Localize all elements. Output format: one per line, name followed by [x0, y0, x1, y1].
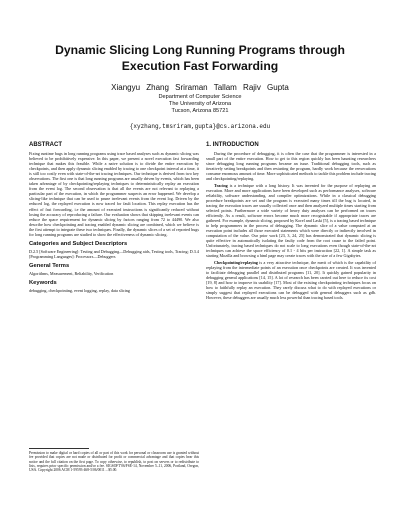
- right-column: [206, 140, 376, 302]
- left-column: [29, 140, 199, 294]
- paper-title: Dynamic Slicing Long Running Programs through Execution Fast Forwarding: [55, 43, 345, 73]
- general-terms-heading: General Terms: [29, 262, 70, 269]
- checkpointing-lead: Checkpointing/replaying: [214, 259, 258, 265]
- intro-paragraph-3: [206, 260, 376, 300]
- categories-heading: Categories and Subject Descriptors: [29, 240, 128, 247]
- intro-paragraph-2: [206, 183, 376, 259]
- tracing-text: is a technique with a long history. It was invented for the purpose of replaying an execution. More and more applications have been developed such as performance analyses, software reliability, software understanding, and compiler optimizations. While in a classical debugging procedure breakpoints are set and the program is executed many times till the bug is located, in tracing the execution traces are usually collected once and then analyzed multiple times starting from selected points. Furthermore a wide variety of heavy duty analyses can be performed on traces efficiently. As a result, software errors become much more recognizable if appropriate traces are gathered. For example, dynamic slicing, proposed by Korel and Laski [5], is a tracing based technique to help programmers in the process of debugging. The dynamic slice of a value computed at an execution point includes all those executed statements which were directly or indirectly involved in computation of the value. Our prior work [23, 3, 24, 25] has demonstrated that dynamic slicing is quite effective in automatically isolating the faulty code from the root cause to the failed point. Unfortunately, tracing based techniques do not scale to long executions even though state-of-the-art techniques can achieve the space efficiency of 0.1 - 4 bits per instruction [22, 1]. A simple task as starting Mozilla and browsing a html page may create traces with the size of a few Gigabytes.: [206, 182, 376, 259]
- footnote-rule: [29, 448, 89, 449]
- checkpointing-text: is a very attractive technique, the merit of which is the capability of replaying from the intermediate points of an execution once checkpoints are created. It was invented to facilitate debugging parallel and distributed programs [11, 20]. It quickly gained popularity in debugging general applications [14, 15]. A lot of research has been carried out here to reduce its cost [19, 8] and how to improve its usability [17]. Most of the existing checkpointing techniques focus on how to faithfully replay an execution. They rarely discuss what to do with replayed executions or simply suggest that replayed executions can be debugged with general debuggers such as gdb. However, these debuggers are usually much less powerful than tracing based tools.: [206, 259, 376, 301]
- intro-paragraph-1: During the procedure of debugging, it is often the case that the programmer is interested in a small part of the entire execution. How to get to this region quickly has been haunting researchers since debugging long running programs became an issue. Traditional debugging tools, such as iteratively setting breakpoints and then restarting the program, hardly work because the reexecutions consume enormous amount of time. More sophisticated methods to tackle this problem include tracing and checkpointing/replaying.: [206, 151, 376, 182]
- affiliation-line: Department of Computer Science: [158, 94, 242, 100]
- affiliation: [60, 94, 340, 115]
- author-list: Xiangyu Zhang Sriraman Tallam Rajiv Gupta: [111, 83, 289, 92]
- introduction-heading: 1. INTRODUCTION: [206, 142, 259, 148]
- tracing-lead: Tracing: [214, 182, 228, 188]
- categories-text: D.2.5 [Software Engineering]: Testing and Debugging—Debugging aids, Testing tools, Tracing; D.3.4 [Programming Languages]: Processors—Debuggers: [29, 248, 199, 259]
- copyright-footnote: Permission to make digital or hard copies of all or part of this work for personal or classroom use is granted without fee provided that copies are not made or distributed for profit or commercial advantage and that copies bear this notice and the full citation on the first page. To copy otherwise, to republish, to post on servers or to redistribute to lists, requires prior specific permission and/or a fee. SIGSOFT'06/FSE-14, November 5–11, 2006, Portland, Oregon, USA. Copyright 2006 ACM 1-59593-468-5/06/0011 ...$5.00.: [29, 451, 199, 473]
- keywords-heading: Keywords: [29, 279, 57, 286]
- general-terms-text: Algorithms, Measurement, Reliability, Verification: [29, 270, 114, 276]
- affiliation-line: The University of Arizona: [168, 101, 232, 107]
- author-email: {xyzhang,tmsriram,gupta}@cs.arizona.edu: [129, 123, 271, 130]
- affiliation-line: Tucson, Arizona 85721: [171, 108, 229, 114]
- abstract-heading: ABSTRACT: [29, 142, 62, 148]
- keywords-text: debugging, checkpointing, event logging, replay, data slicing: [29, 287, 130, 293]
- abstract-text: Fixing runtime bugs in long running programs using trace based analyses such as dynamic slicing was believed to be prohibitively expensive. In this paper, we present a novel execution fast forwarding technique that makes this feasible. While a naive solution is to divide the entire execution by checkpoints, and then apply dynamic slicing enabled by tracing to one checkpoint interval at a time, it is still too costly even with state-of-the-art tracing techniques. Our technique is derived from two key observations. The first one is that long running programs are usually driven by events, which has been taken advantage of by checkpointing/replaying techniques to deterministically replay an execution from the event log. The second observation is that all the events are not relevant to replaying a particular part of the execution, in which the programmer suspects an error happened. We develop a slicing-like technique that can be used to prune irrelevant events from the event log. Driven by the reduced log, the replayed execution is now traced for fault location. This replay execution has the effect of fast forwarding, i.e the amount of executed instructions is significantly reduced without losing the accuracy of reproducing a failure. Our evaluation shows that skipping irrelevant events can reduce the space requirement for dynamic slicing by factors ranging from 72 to 44490. We also describe how checkpointing and tracing enabled dynamic slicing are combined, which we believe is the first attempt to integrate these two techniques. Finally, the dynamic slices of a set of reported bugs for long running programs are studied to show the effectiveness of dynamic slicing.: [29, 151, 199, 237]
